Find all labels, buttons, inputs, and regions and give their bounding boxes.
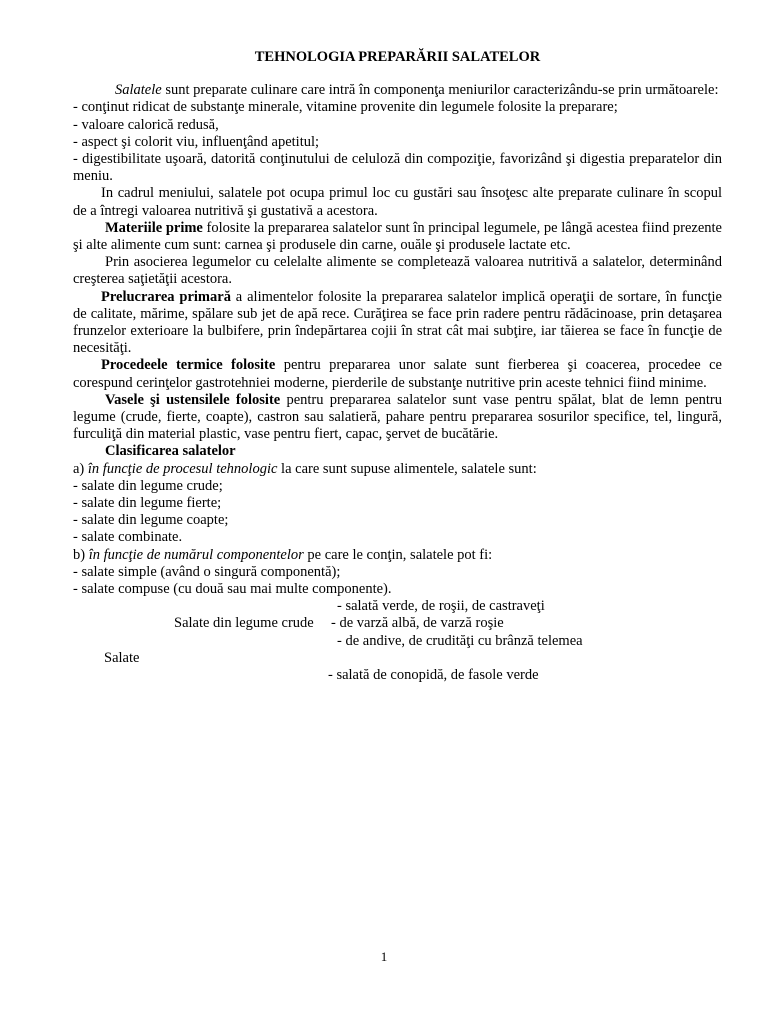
prelucrare-text: a alimentelor folosite la prepararea salatelor implică operaţii de sortare, în funcţie de calitate, mărime, spălare sub jet de apă rece. Curăţirea se face prin radere pentru rădăcinoase, prin detaşarea frunzelor exterioare la bulbifere, prin îndepărtarea cojii în strat cât mai subţire, iar tăierea se face în funcţie de necesităţi. [73, 288, 722, 357]
clasificare-heading-text: Clasificarea salatelor [105, 443, 236, 460]
materii-heading: Materiile prime [105, 219, 203, 236]
schema-row-4 [73, 650, 722, 667]
vasele-text: pentru prepararea salatelor sunt vase pentru spălat, blat de lemn pentru legume (crude, fierte, coapte), castron sau salatieră, pahare pentru prepararea sosurilor specifice, tel, lingură, furculiţă din material plastic, vase pentru fiert, capac, şervet de bucătărie. [73, 391, 722, 443]
materii-text: folosite la prepararea salatelor sunt în principal legumele, pe lângă acestea fiind prezente şi alte alimente cum sunt: carnea şi produsele din carne, ouăle şi produsele lactate etc. [73, 219, 722, 254]
materii-paragraph [73, 220, 722, 254]
page-number: 1 [380, 949, 388, 964]
intro-term: Salatele [115, 82, 162, 99]
schema-crude-label: Salate din legume crude [174, 615, 314, 632]
intro-text: sunt preparate culinare care intră în componenţa meniurilor caracterizându-se prin următoarele: [161, 82, 719, 99]
criteriu-a-prefix: a) [73, 460, 88, 477]
list-item-b-2: - salate compuse (cu două sau mai multe componente). [73, 581, 392, 598]
asociere-paragraph: Prin asocierea legumelor cu celelalte alimente se completează valoarea nutritivă a salatelor, determinând creşterea saţietăţii acestora. [73, 254, 722, 288]
criteriu-a [73, 461, 722, 478]
intro-item-1: - conţinut ridicat de substanţe minerale, vitamine provenite din legumele folosite la preparare; [73, 99, 618, 116]
schema-fierte-item: - salată de conopidă, de fasole verde [328, 667, 539, 684]
intro-item-4: - digestibilitate uşoară, datorită conţinutului de celuloză din compoziţie, favorizând şi digestia preparatelor din meniu. [73, 151, 722, 185]
procedee-text: pentru prepararea unor salate sunt fierberea şi coacerea, procedee ce corespund cerinţelor gastrotehniei moderne, pierderile de substanţe nutritive prin aceste tehnici fiind minime. [73, 357, 722, 391]
list-item-b-1: - salate simple (având o singură componentă); [73, 563, 341, 580]
intro-item-3: - aspect şi colorit viu, influenţând apetitul; [73, 133, 320, 150]
clasificare-heading [73, 443, 722, 460]
schema-crude-item-1: - salată verde, de roşii, de castraveţi [337, 598, 545, 615]
list-item-a-2: - salate din legume fierte; [73, 495, 222, 512]
criteriu-a-text: la care sunt supuse alimentele, salatele sunt: [277, 460, 537, 477]
document-title: TEHNOLOGIA PREPARĂRII SALATELOR [254, 49, 541, 65]
schema-crude-item-3: - de andive, de crudităţi cu brânză telemea [337, 632, 583, 649]
procedee-paragraph [73, 357, 722, 391]
prelucrare-heading: Prelucrarea primară [101, 288, 231, 305]
criteriu-b [73, 547, 722, 564]
prelucrare-paragraph [73, 289, 722, 358]
intro-paragraph [73, 82, 722, 99]
intro-item-2: - valoare calorică redusă, [73, 116, 219, 133]
criteriu-b-italic: în funcţie de numărul componentelor [88, 546, 304, 563]
vasele-paragraph [73, 392, 722, 444]
schema-row-2 [73, 615, 722, 632]
schema-root-label: Salate [104, 649, 140, 666]
list-item-a-3: - salate din legume coapte; [73, 512, 229, 529]
menu-paragraph: In cadrul meniului, salatele pot ocupa primul loc cu gustări sau însoţesc alte preparate culinare în scopul de a întregi valoarea nutritivă şi gustativă a acestora. [73, 185, 722, 219]
list-item-a-1: - salate din legume crude; [73, 477, 223, 494]
schema-row-1 [73, 598, 722, 615]
criteriu-a-italic: în funcţie de procesul tehnologic [87, 460, 278, 477]
schema-row-3 [73, 633, 722, 650]
procedee-heading: Procedeele termice folosite [101, 357, 276, 374]
criteriu-b-prefix: b) [73, 546, 89, 563]
criteriu-b-text: pe care le conţin, salatele pot fi: [303, 546, 493, 563]
vasele-heading: Vasele şi ustensilele folosite [105, 391, 281, 408]
schema-row-5 [73, 667, 722, 684]
schema-crude-item-2: - de varză albă, de varză roşie [331, 615, 504, 632]
list-item-a-4: - salate combinate. [73, 529, 183, 546]
